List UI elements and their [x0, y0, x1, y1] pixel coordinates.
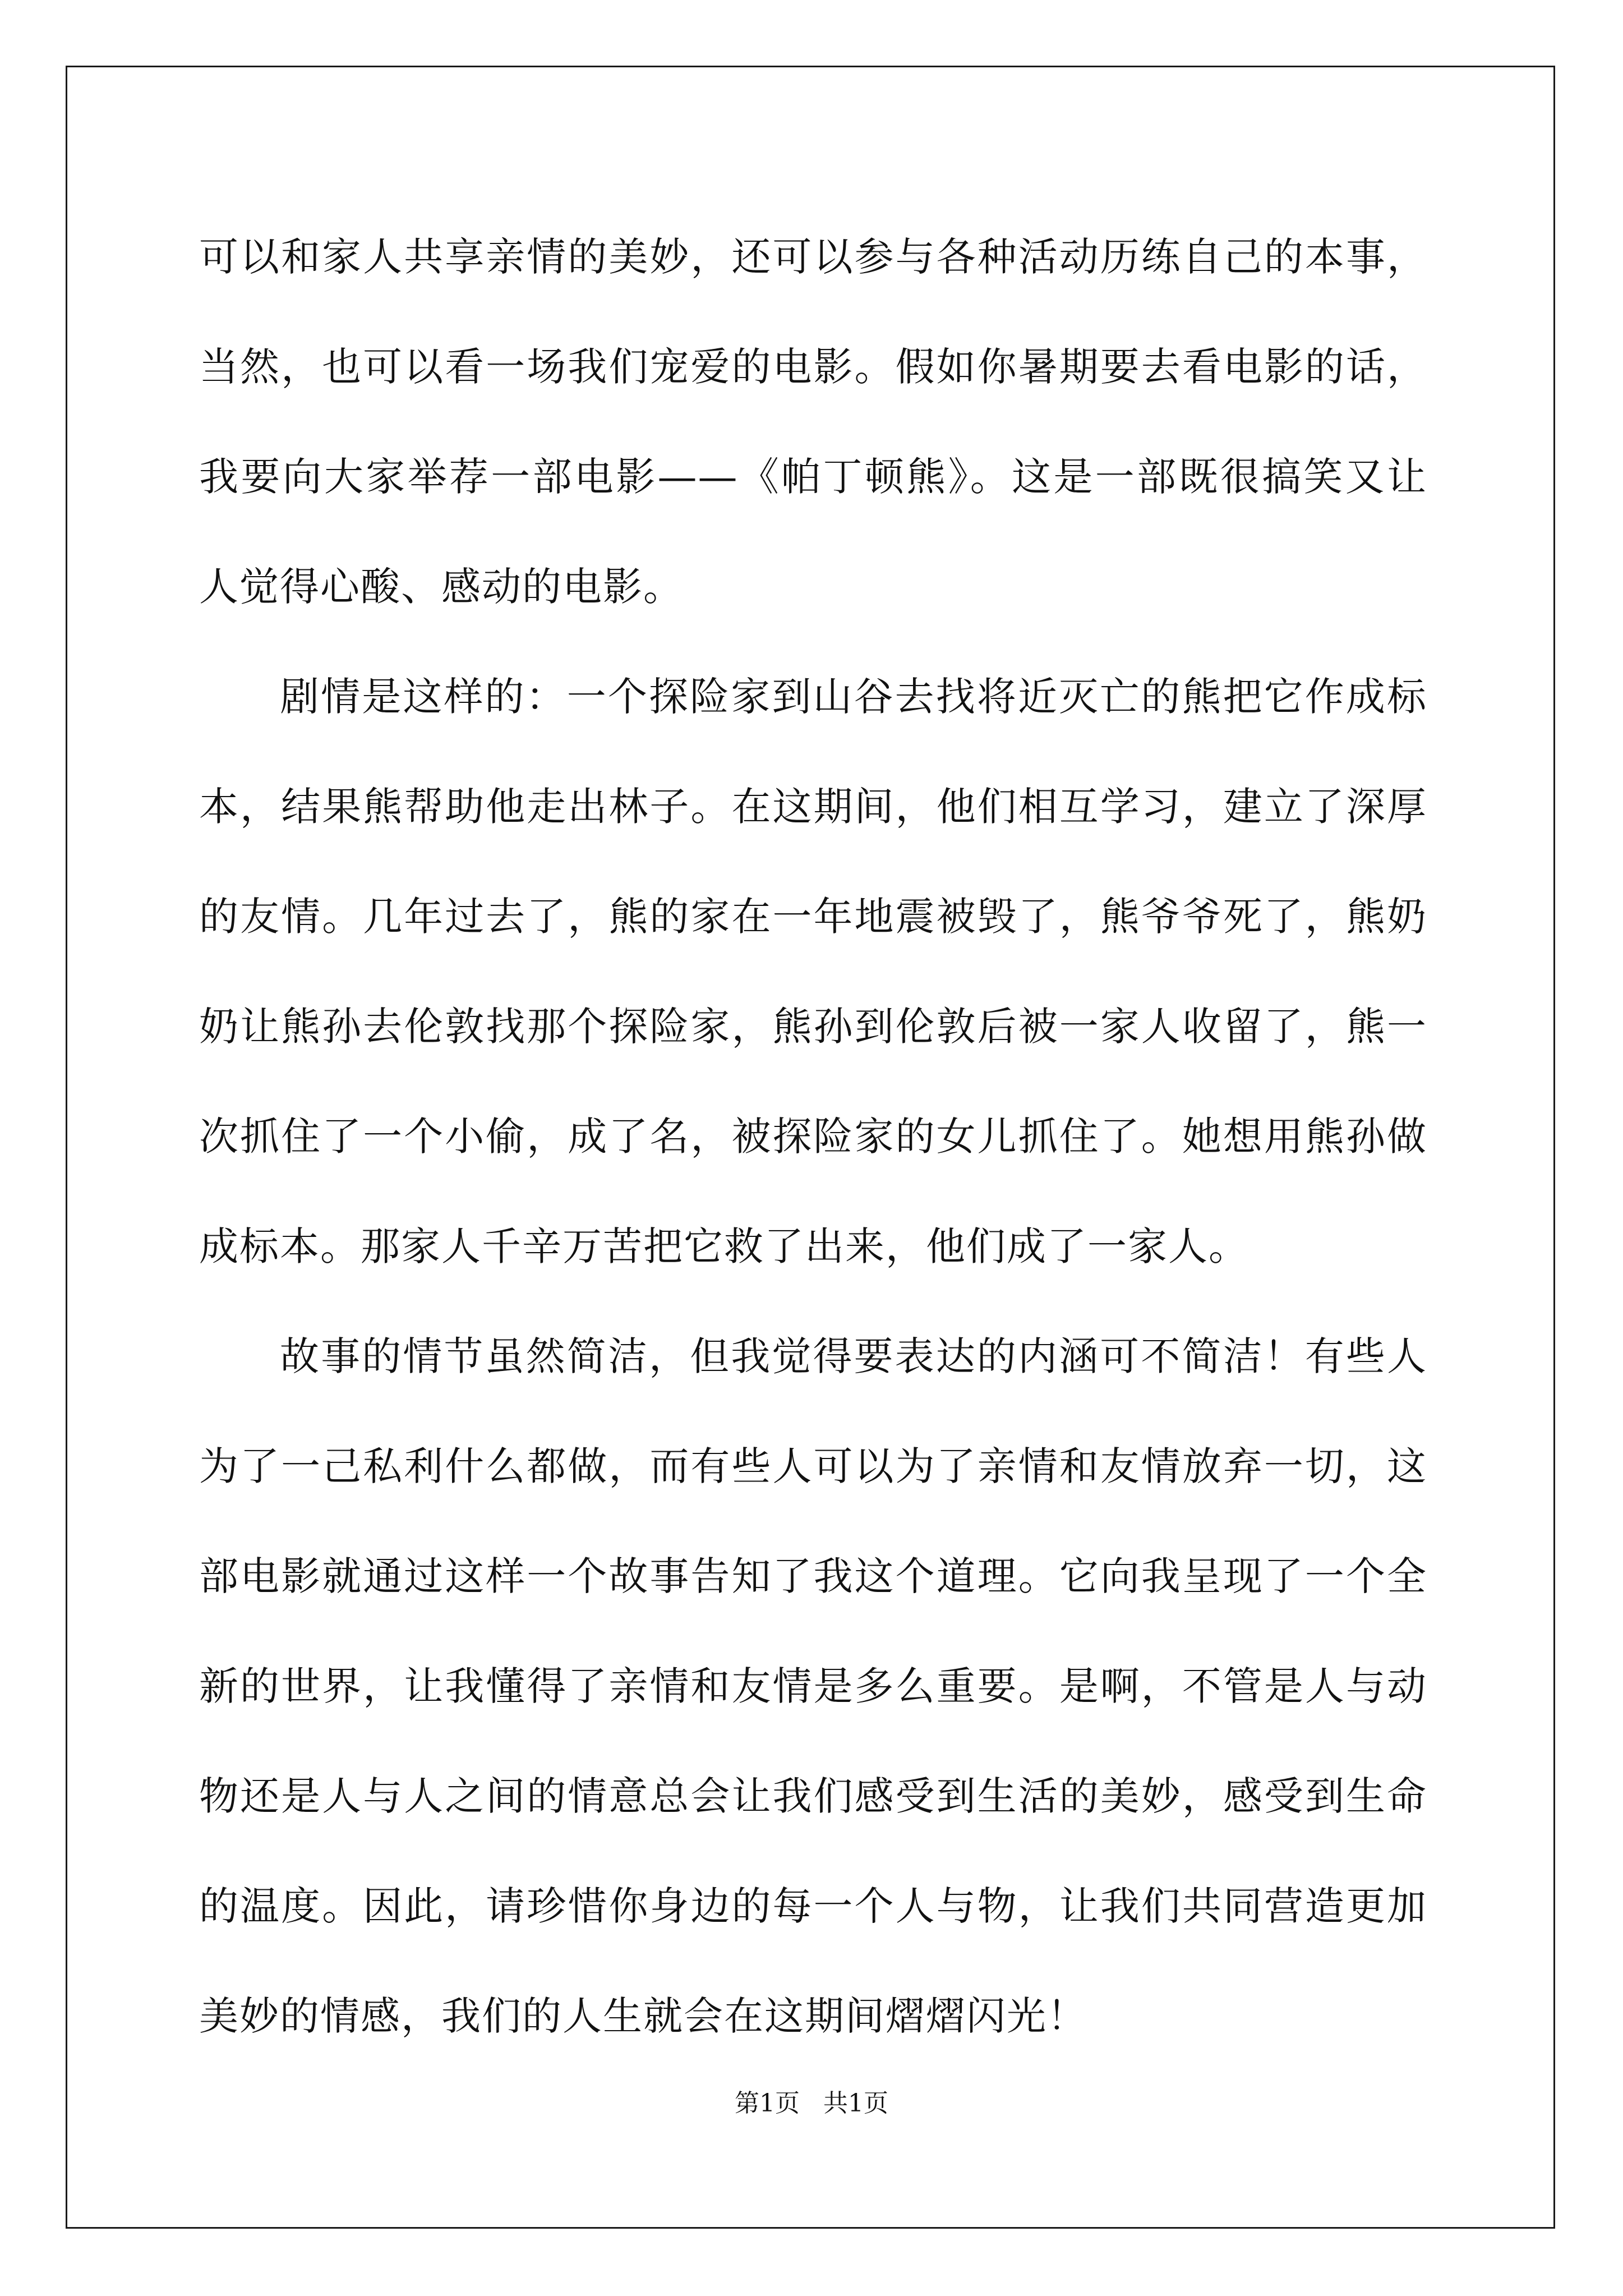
document-body [199, 202, 1427, 2071]
paragraph-1: 可以和家人共享亲情的美妙，还可以参与各种活动历练自己的本事，当然，也可以看一场我们宠爱的电影。假如你暑期要去看电影的话，我要向大家举荐一部电影——《帕丁顿熊》。这是一部既很搞笑又让人觉得心酸、感动的电影。 [199, 234, 1427, 610]
page-number: 第1页 [735, 2089, 800, 2118]
paragraph-2: 剧情是这样的：一个探险家到山谷去找将近灭亡的熊把它作成标本，结果熊帮助他走出林子。在这期间，他们相互学习，建立了深厚的友情。几年过去了，熊的家在一年地震被毁了，熊爷爷死了，熊奶奶让熊孙去伦敦找那个探险家，熊孙到伦敦后被一家人收留了，熊一次抓住了一个小偷，成了名，被探险家的女儿抓住了。她想用熊孙做成标本。那家人千辛万苦把它救了出来，他们成了一家人。 [199, 674, 1427, 1269]
page-total: 共1页 [823, 2089, 888, 2118]
page-footer [0, 2087, 1623, 2120]
footer-spacer [800, 2089, 823, 2118]
paragraph-3: 故事的情节虽然简洁，但我觉得要表达的内涵可不简洁！有些人为了一己私利什么都做，而有些人可以为了亲情和友情放弃一切，这部电影就通过这样一个故事告知了我这个道理。它向我呈现了一个全新的世界，让我懂得了亲情和友情是多么重要。是啊，不管是人与动物还是人与人之间的情意总会让我们感受到生活的美妙，感受到生命的温度。因此，请珍惜你身边的每一个人与物，让我们共同营造更加美妙的情感，我们的人生就会在这期间熠熠闪光！ [199, 1333, 1427, 2039]
